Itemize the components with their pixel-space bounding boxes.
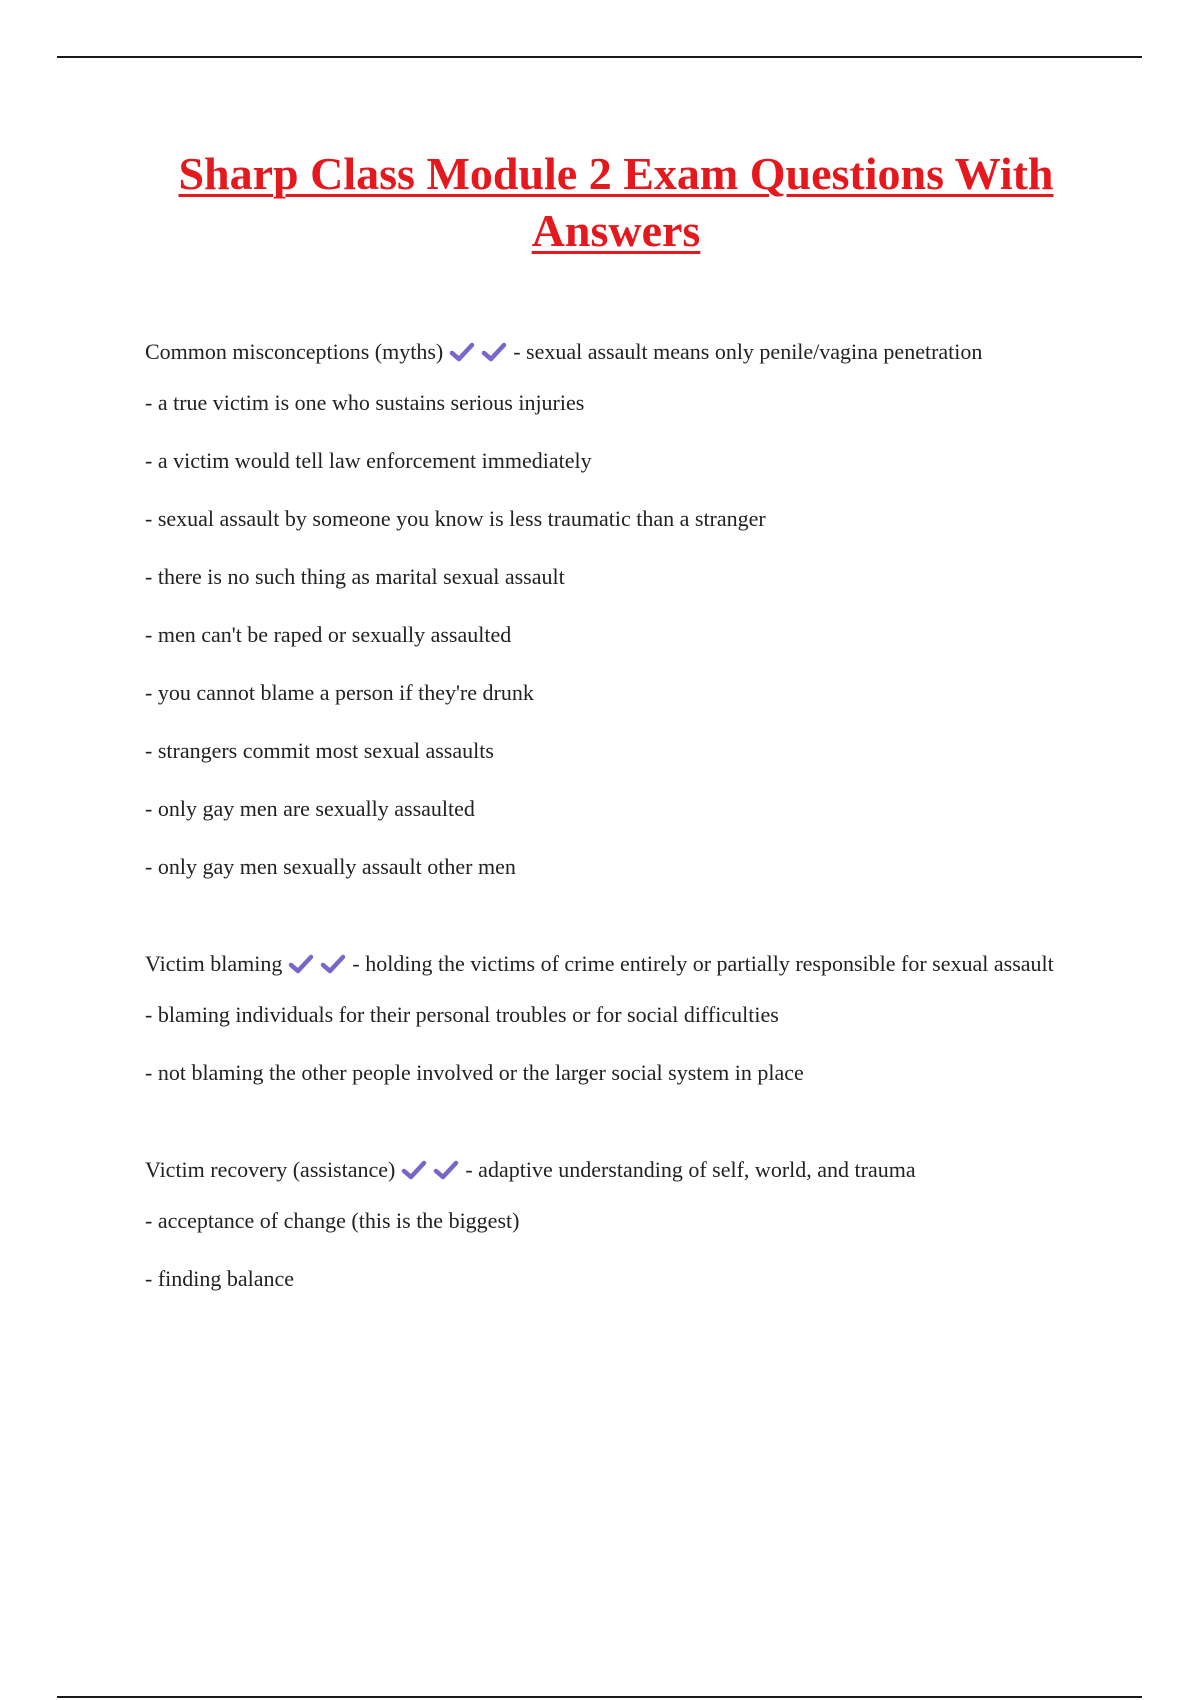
list-item: - sexual assault by someone you know is less traumatic than a stranger [145,506,766,531]
list-item: - a true victim is one who sustains serious injuries [145,390,585,415]
check-icon [433,1159,459,1181]
list-item: - a victim would tell law enforcement immediately [145,448,592,473]
list-item: - only gay men are sexually assaulted [145,796,475,821]
question-line [145,942,1080,986]
list-item: - not blaming the other people involved or the larger social system in place [145,1060,804,1085]
double-check-icon [449,339,513,364]
bottom-rule [57,1696,1142,1698]
list-item: - there is no such thing as marital sexual assault [145,564,565,589]
list-item: - you cannot blame a person if they're drunk [145,680,534,705]
list-item: - acceptance of change (this is the biggest) [145,1208,520,1233]
double-check-icon [288,951,352,976]
document-body [145,330,1080,1294]
term: Common misconceptions (myths) [145,339,444,364]
list-item: - blaming individuals for their personal troubles or for social difficulties [145,1002,779,1027]
qa-section [145,1148,1080,1294]
definition: - adaptive understanding of self, world, and trauma [465,1157,916,1182]
double-check-icon [401,1157,465,1182]
qa-section [145,330,1080,882]
term: Victim blaming [145,951,283,976]
top-rule [57,56,1142,58]
definition: - sexual assault means only penile/vagina penetration [513,339,983,364]
list-item: - only gay men sexually assault other men [145,854,516,879]
question-line [145,1148,1080,1192]
question-line [145,330,1080,374]
list-item: - strangers commit most sexual assaults [145,738,494,763]
check-icon [481,341,507,363]
check-icon [288,953,314,975]
definition: - holding the victims of crime entirely or partially responsible for sexual assault [352,951,1054,976]
check-icon [401,1159,427,1181]
list-item: - finding balance [145,1266,295,1291]
check-icon [320,953,346,975]
term: Victim recovery (assistance) [145,1157,396,1182]
document-title: Sharp Class Module 2 Exam Questions With Answers [178,148,1054,256]
qa-section [145,942,1080,1088]
check-icon [449,341,475,363]
list-item: - men can't be raped or sexually assaulted [145,622,512,647]
